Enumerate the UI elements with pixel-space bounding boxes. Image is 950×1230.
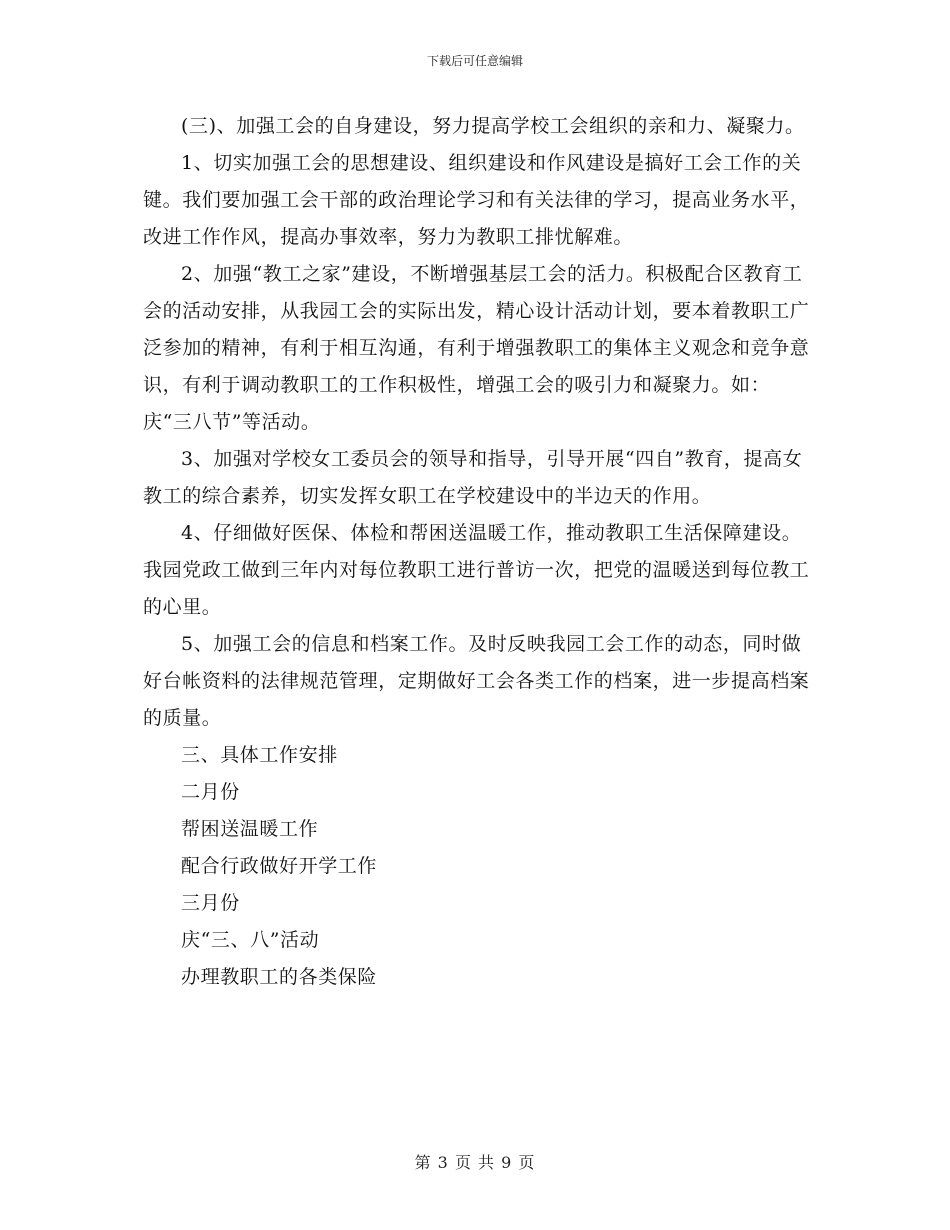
page-number-footer: 第 3 页 共 9 页 <box>414 1153 536 1172</box>
schedule-item: 办理教职工的各类保险 <box>181 966 378 988</box>
paragraph-item-4: 4、仔细做好医保、体检和帮困送温暖工作，推动教职工生活保障建设。我园党政工做到三年内对每位教职工进行普访一次，把党的温暖送到每位教工的心里。 <box>143 522 810 618</box>
paragraph-item-1: 1、切实加强工会的思想建设、组织建设和作风建设是搞好工会工作的关键。我们要加强工会干部的政治理论学习和有关法律的学习，提高业务水平，改进工作作风，提高办事效率，努力为教职工排忧解难。 <box>143 152 810 248</box>
document-body <box>143 108 815 996</box>
month-heading-february: 二月份 <box>181 781 240 803</box>
page-header: 下载后可任意编辑 <box>426 54 523 68</box>
month-heading-march: 三月份 <box>181 892 240 914</box>
paragraph-item-3: 3、加强对学校女工委员会的领导和指导，引导开展“四自”教育，提高女教工的综合素养，切实发挥女职工在学校建设中的半边天的作用。 <box>143 448 803 507</box>
schedule-item: 帮困送温暖工作 <box>181 818 319 840</box>
schedule-item: 庆“三、八”活动 <box>181 929 320 951</box>
paragraph-item-5: 5、加强工会的信息和档案工作。及时反映我园工会工作的动态，同时做好台帐资料的法律规范管理，定期做好工会各类工作的档案，进一步提高档案的质量。 <box>143 633 810 729</box>
paragraph-section-three-heading: (三)、加强工会的自身建设，努力提高学校工会组织的亲和力、凝聚力。 <box>181 115 805 137</box>
schedule-item: 配合行政做好开学工作 <box>181 855 378 877</box>
section-heading-work-schedule: 三、具体工作安排 <box>181 744 338 766</box>
paragraph-item-2: 2、加强“教工之家”建设，不断增强基层工会的活力。积极配合区教育工会的活动安排，从我园工会的实际出发，精心设计活动计划，要本着教职工广泛参加的精神，有利于相互沟通，有利于增强教职工的集体主义观念和竞争意识，有利于调动教职工的工作积极性，增强工会的吸引力和凝聚力。如：庆“三八节”等活动。 <box>143 263 810 433</box>
